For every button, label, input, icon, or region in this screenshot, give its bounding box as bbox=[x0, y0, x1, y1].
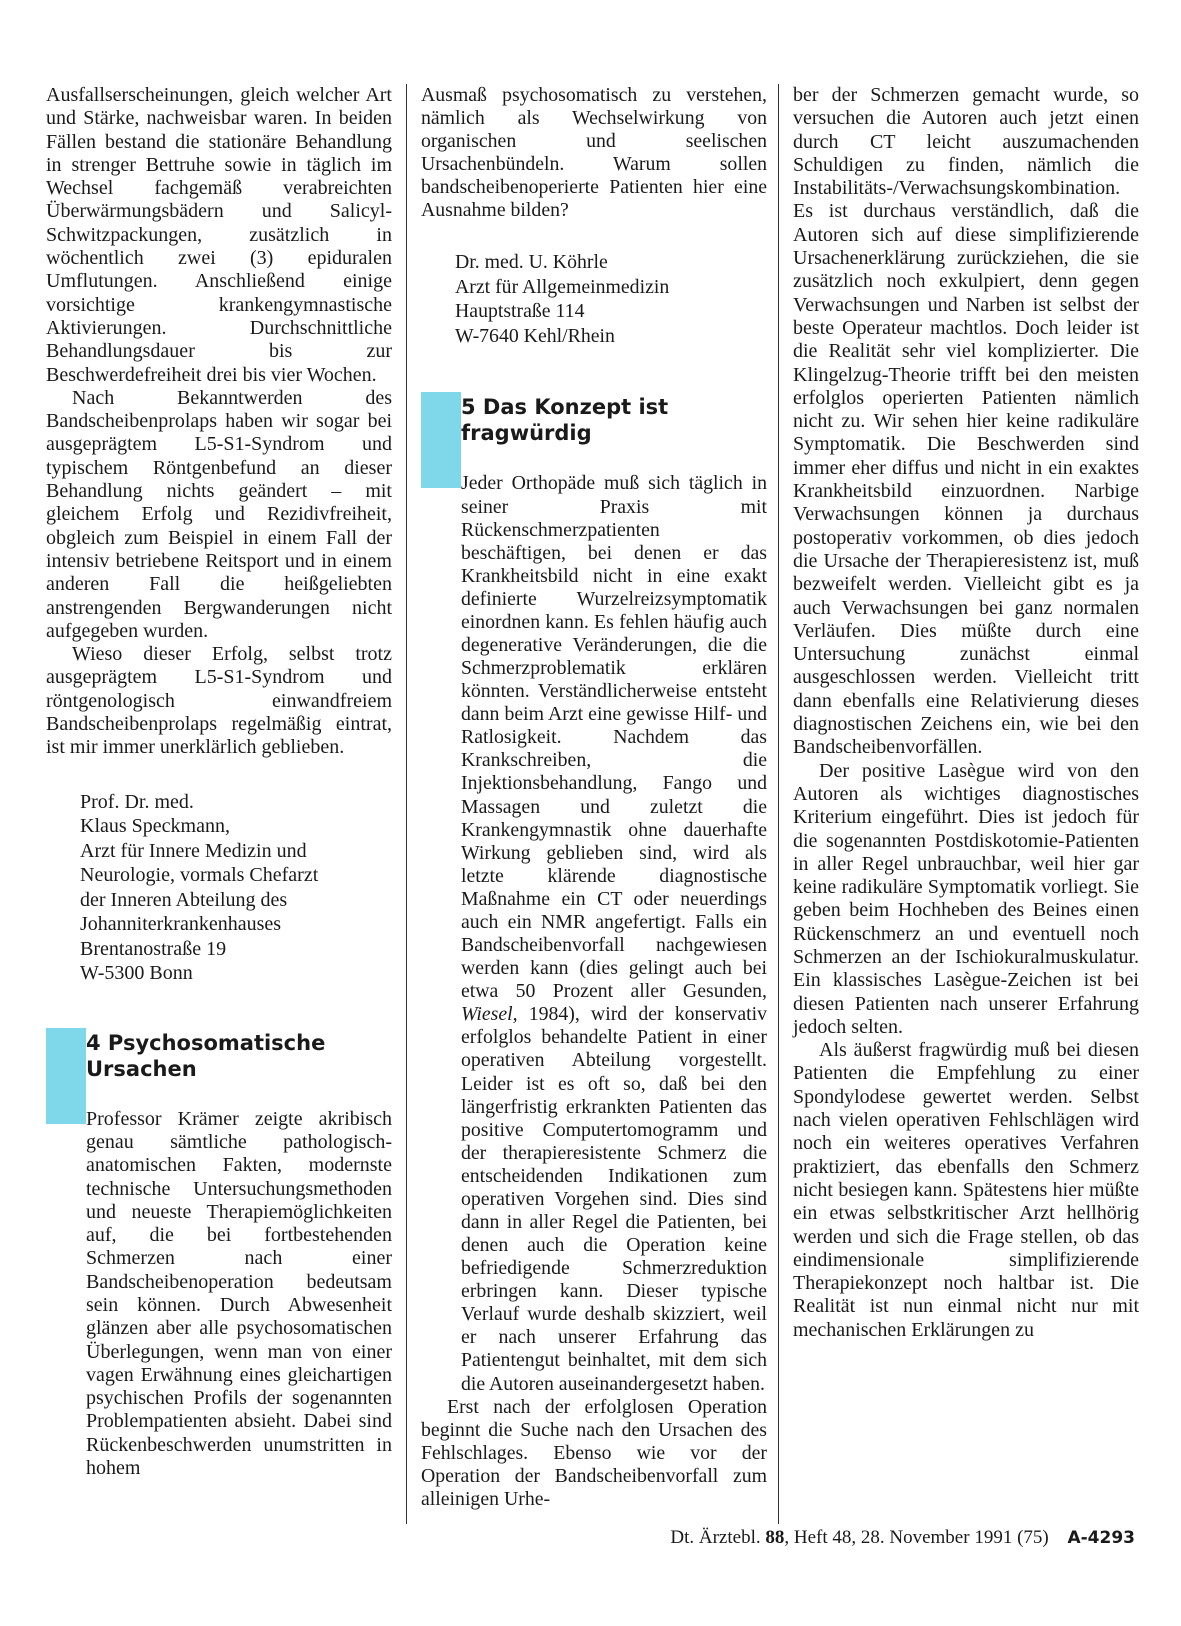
paragraph-text: 1984), wird der konservativ erfolglos behandelte Patient in einer operativen Abteilung vorgestellt. Leider ist es oft so, daß bei den längerfristig erkrankten Patienten das positive Computertomogramm und der therapieresistente Schmerz die entscheidenden Indikationen zum operativen Vorgehen sind. Dies sind dann in aller Regel die Patienten, bei denen auch die Operation keine befriedigende Schmerzreduktion erbringen kann. Dieser typische Verlauf wurde deshalb skizziert, weil er nach unserer Erfahrung das Patientengut beinhaltet, mit dem sich die Autoren auseinandergesetzt haben. bbox=[461, 1003, 767, 1395]
page-footer bbox=[0, 1527, 1135, 1549]
column-divider bbox=[778, 84, 779, 1524]
paragraph: Nach Bekanntwerden des Bandscheibenprolaps haben wir sogar bei ausgeprägtem L5-S1-Syndrom und typischem Röntgenbefund an dieser Behandlung nichts geändert – mit gleichem Erfolg und Rezidivfreiheit, obgleich zum Beispiel in einem Fall der intensiv betriebene Reitsport und in einem anderen Fall die heißgeliebten anstrengenden Bergwanderungen nicht aufgegeben wurden. bbox=[46, 386, 392, 642]
column-divider bbox=[406, 84, 407, 1524]
citation: Wiesel, bbox=[461, 1003, 518, 1026]
signature-line: Arzt für Innere Medizin und bbox=[80, 839, 307, 862]
section-heading bbox=[421, 392, 767, 488]
text-column-1 bbox=[46, 84, 392, 1480]
paragraph: Der positive Lasègue wird von den Autoren als wichtiges diagnostisches Kriterium eingeführt. Dies ist jedoch für die sogenannten Postdiskotomie-Patienten in aller Regel unbrauchbar, weil hier gar keine radikuläre Symptomatik vorliegt. Sie geben beim Hochheben des Beines einen Rückenschmerz an und eventuell noch Schmerzen an der Ischiokuralmuskulatur. Ein klassisches Lasègue-Zeichen ist bei diesen Patienten nach unserer Erfahrung jedoch selten. bbox=[793, 759, 1139, 1038]
signature-line: Arzt für Allgemeinmedizin bbox=[455, 275, 670, 298]
signature-line: Brentanostraße 19 bbox=[80, 937, 227, 960]
signature-line: Hauptstraße 114 bbox=[455, 300, 585, 323]
paragraph: Ausfallserscheinungen, gleich welcher Art und Stärke, nachweisbar waren. In beiden Fällen bestand die stationäre Behandlung in strenger Bettruhe sowie in täglich im Wechsel fachgemäß verabreichten Überwärmungsbädern und Salicyl-Schwitzpackungen, zusätzlich in wöchentlich zwei (3) epiduralen Umflutungen. Anschließend einige vorsichtige krankengymnastische Aktivierungen. Durchschnittliche Behandlungsdauer bis zur Beschwerdefreiheit drei bis vier Wochen. bbox=[46, 84, 392, 386]
paragraph: Ausmaß psychosomatisch zu verstehen, nämlich als Wechselwirkung von organischen und seelischen Ursachenbündeln. Warum sollen bandscheibenoperierte Patienten hier eine Ausnahme bilden? bbox=[421, 84, 767, 222]
paragraph-text: Jeder Orthopäde muß sich täglich in seiner Praxis mit Rückenschmerzpatienten beschäftigen, bei denen er das Krankheitsbild nicht in eine exakt definierte Wurzelreizsymptomatik einordnen kann. Es fehlen häufig auch degenerative Veränderungen, die die Schmerzproblematik erklären könnten. Verständlicherweise entsteht dann beim Arzt eine gewisse Hilf- und Ratlosigkeit. Nachdem das Krankschreiben, die Injektionsbehandlung, Fango und Massagen und zuletzt die Krankengymnastik ohne dauerhafte Wirkung geblieben sind, wird als letzte klärende diagnostische Maßnahme ein CT oder neuerdings auch ein NMR angefertigt. Falls ein Bandscheibenvorfall nachgewiesen werden kann (dies gelingt auch bei etwa 50 Prozent aller Gesunden, bbox=[461, 472, 767, 1003]
heading-accent-bar bbox=[46, 1028, 86, 1124]
author-signature bbox=[80, 790, 392, 986]
signature-line: Neurologie, vormals Chefarzt bbox=[80, 864, 319, 887]
paragraph: Erst nach der erfolglosen Operation beginnt die Suche nach den Ursachen des Fehlschlages. Ebenso wie vor der Operation der Bandscheibenvorfall zum alleinigen Urhe- bbox=[421, 1395, 767, 1510]
signature-line: der Inneren Abteilung des bbox=[80, 888, 288, 911]
issue-info: , Heft 48, 28. November 1991 (75) bbox=[784, 1527, 1049, 1548]
paragraph: Wieso dieser Erfolg, selbst trotz ausgeprägtem L5-S1-Syndrom und röntgenologisch einwandfreiem Bandscheibenprolaps regelmäßig eintrat, ist mir immer unerklärlich geblieben. bbox=[46, 643, 392, 759]
text-column-3 bbox=[793, 84, 1139, 1342]
signature-line: W-5300 Bonn bbox=[80, 962, 193, 985]
heading-line: 4 Psychosomatische bbox=[86, 1030, 326, 1055]
paragraph: Als äußerst fragwürdig muß bei diesen Patienten die Empfehlung zu einer Spondylodese gewertet werden. Selbst nach vielen operativen Fehlschlägen wird noch ein weiteres operatives Verfahren praktiziert, das ebenfalls den Schmerz nicht besiegen kann. Spätestens hier müßte ein etwas selbstkritischer Arzt hellhörig werden und sich die Frage stellen, ob das eindimensionale simplifizierende Therapiekonzept noch haltbar ist. Die Realität ist nun einmal nicht nur mit mechanischen Erklärungen zu bbox=[793, 1039, 1139, 1341]
journal-name: Dt. Ärztebl. bbox=[670, 1527, 761, 1548]
heading-line: fragwürdig bbox=[461, 421, 592, 446]
author-signature bbox=[455, 250, 767, 348]
signature-line: Johanniterkrankenhauses bbox=[80, 913, 282, 936]
heading-line: 5 Das Konzept ist bbox=[461, 395, 669, 420]
journal-volume: 88 bbox=[765, 1527, 785, 1548]
paragraph: Professor Krämer zeigte akribisch genau sämtliche pathologisch-anatomischen Fakten, modernste technische Untersuchungsmethoden und neueste Therapiemöglichkeiten auf, die bei fortbestehenden Schmerzen nach einer Bandscheibenoperation bedeutsam sein können. Durch Abwesenheit glänzen aber alle psychosomatischen Überlegungen, wenn man von einer vagen Erwähnung eines gleichartigen psychischen Profils der sogenannten Problempatienten absieht. Dabei sind Rückenbeschwerden unumstritten in hohem bbox=[86, 1107, 392, 1480]
paragraph: ber der Schmerzen gemacht wurde, so versuchen die Autoren auch jetzt einen durch CT leicht auszumachenden Schuldigen zu finden, nämlich die Instabilitäts-/Verwachsungskombination. Es ist durchaus verständlich, daß die Autoren sich auf diese simplifizierende Ursachenerklärung zurückziehen, die sie zusätzlich noch exkulpiert, denn gegen Verwachsungen und Narben ist selbst der beste Operateur machtlos. Doch leider ist die Realität sehr viel komplizierter. Die Klingelzug-Theorie trifft bei den meisten erfolglos operierten Patienten nämlich nicht zu. Wir sehen hier keine radikuläre Symptomatik. Die Beschwerden sind immer eher diffus und nicht in ein exaktes Krankheitsbild einzuordnen. Narbige Verwachsungen können ja durchaus postoperativ vorkommen, ob dies jedoch die Ursache der Therapieresistenz ist, muß bezweifelt werden. Vielleicht gibt es ja auch Verwachsungen bei ganz normalen Verläufen. Dies müßte durch eine Untersuchung zunächst einmal ausgeschlossen werden. Vielleicht tritt dann ebenfalls eine Relativierung dieses diagnostischen Zeichens ein, wie bei den Bandscheibenvorfällen. bbox=[793, 84, 1139, 759]
page-number: A-4293 bbox=[1067, 1528, 1135, 1548]
heading-line: Ursachen bbox=[86, 1056, 197, 1081]
heading-text bbox=[86, 1028, 392, 1082]
signature-line: Prof. Dr. med. bbox=[80, 790, 194, 813]
paragraph bbox=[421, 472, 767, 1395]
signature-line: W-7640 Kehl/Rhein bbox=[455, 324, 615, 347]
heading-text bbox=[461, 392, 767, 446]
section-heading bbox=[46, 1028, 392, 1124]
signature-line: Dr. med. U. Köhrle bbox=[455, 251, 608, 274]
text-column-2 bbox=[421, 84, 767, 1511]
heading-accent-bar bbox=[421, 392, 461, 488]
signature-line: Klaus Speckmann, bbox=[80, 815, 230, 838]
